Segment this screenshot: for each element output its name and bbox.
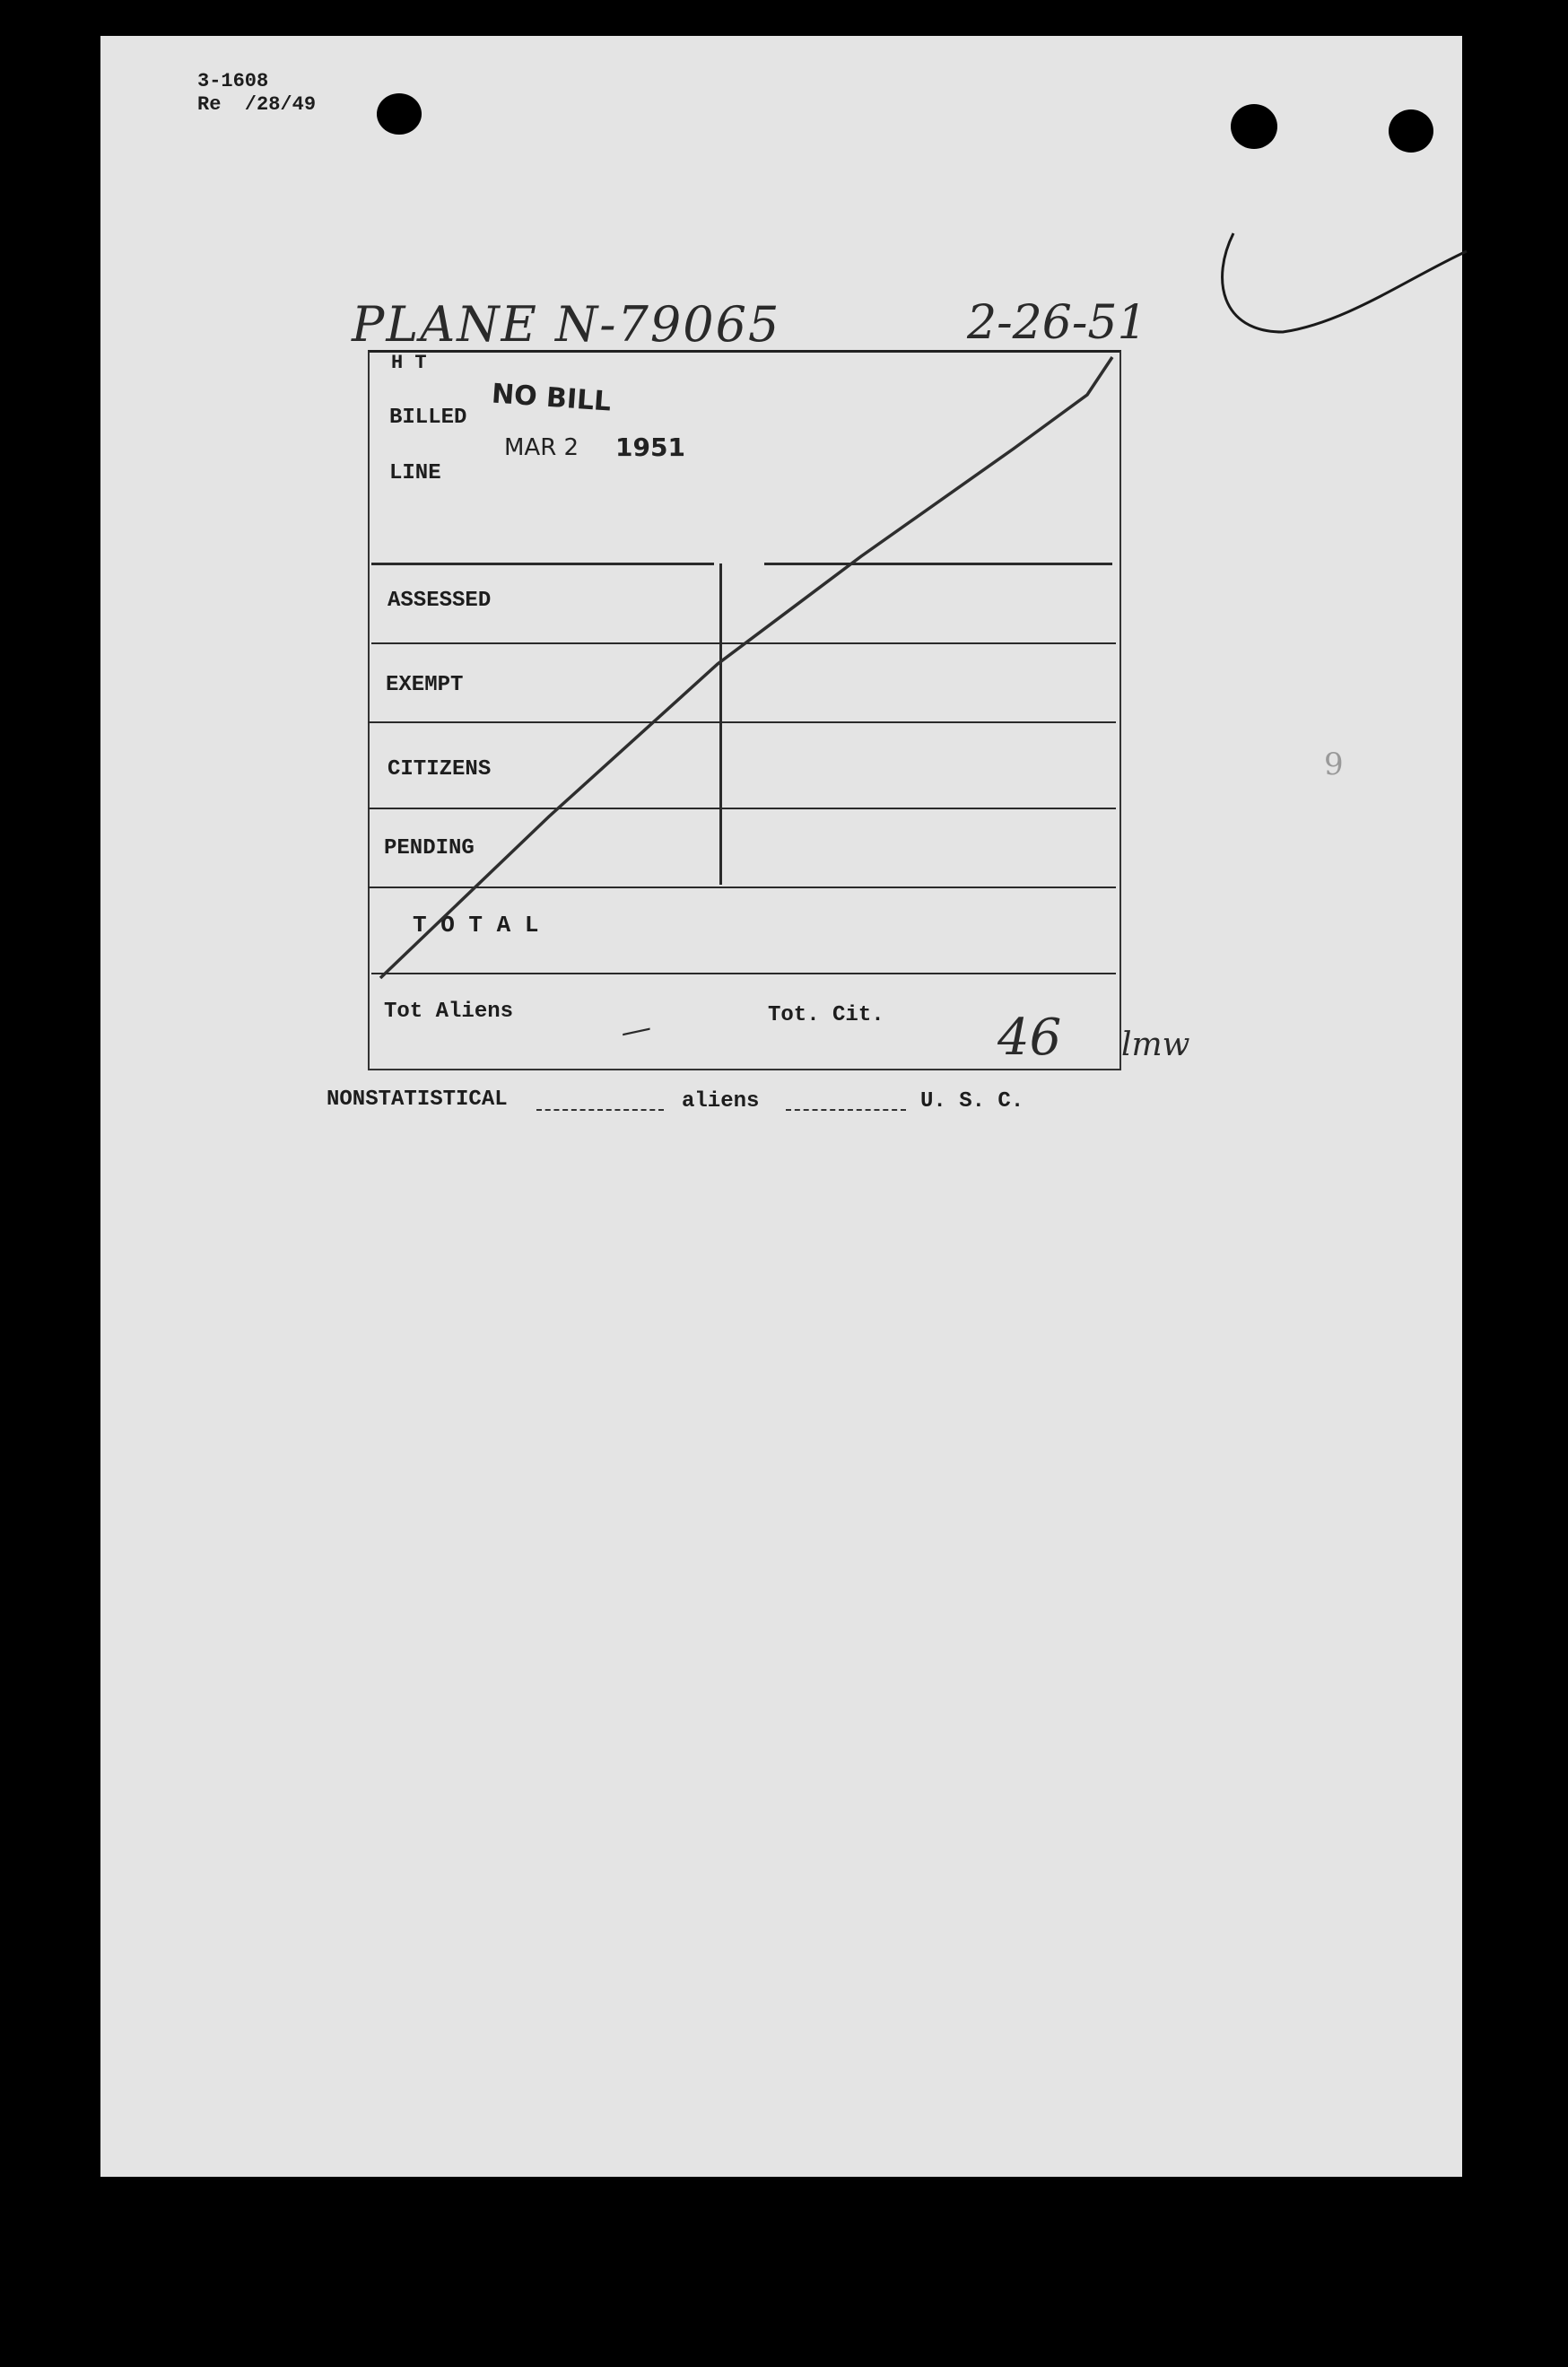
tot-aliens-label: Tot Aliens	[384, 1000, 514, 1024]
nonstatistical-blank	[536, 1109, 664, 1111]
page-mark-9: 9	[1324, 747, 1344, 782]
form-revision: Re /28/49	[197, 93, 317, 116]
pending-label: PENDING	[384, 836, 475, 860]
stamp-year: 1951	[615, 432, 685, 462]
line-label: LINE	[389, 461, 441, 485]
handwritten-date: 2-26-51	[967, 296, 1147, 350]
citizens-label: CITIZENS	[388, 757, 492, 782]
stamp-month-day: MAR 2	[504, 434, 579, 461]
handwritten-total-count: 46	[997, 1009, 1062, 1067]
aliens-label: aliens	[682, 1089, 760, 1114]
diagonal-cancel-line	[0, 0, 1568, 1077]
usc-label: U. S. C.	[920, 1089, 1024, 1114]
total-label: T O T A L	[413, 912, 539, 939]
plane-number: PLANE N-79065	[352, 296, 781, 353]
tot-cit-label: Tot. Cit.	[768, 1003, 884, 1027]
no-bill-stamp: NO BILL	[490, 378, 613, 418]
ht-label: H T	[391, 352, 427, 374]
nonstatistical-label: NONSTATISTICAL	[327, 1087, 508, 1112]
exempt-label: EXEMPT	[386, 673, 464, 697]
billed-label: BILLED	[389, 406, 467, 430]
handwritten-initials: lmw	[1121, 1026, 1190, 1063]
tot-aliens-dash-mark: —	[617, 1009, 655, 1052]
form-number: 3-1608	[197, 70, 269, 92]
assessed-label: ASSESSED	[388, 589, 492, 613]
aliens-blank	[786, 1109, 906, 1111]
